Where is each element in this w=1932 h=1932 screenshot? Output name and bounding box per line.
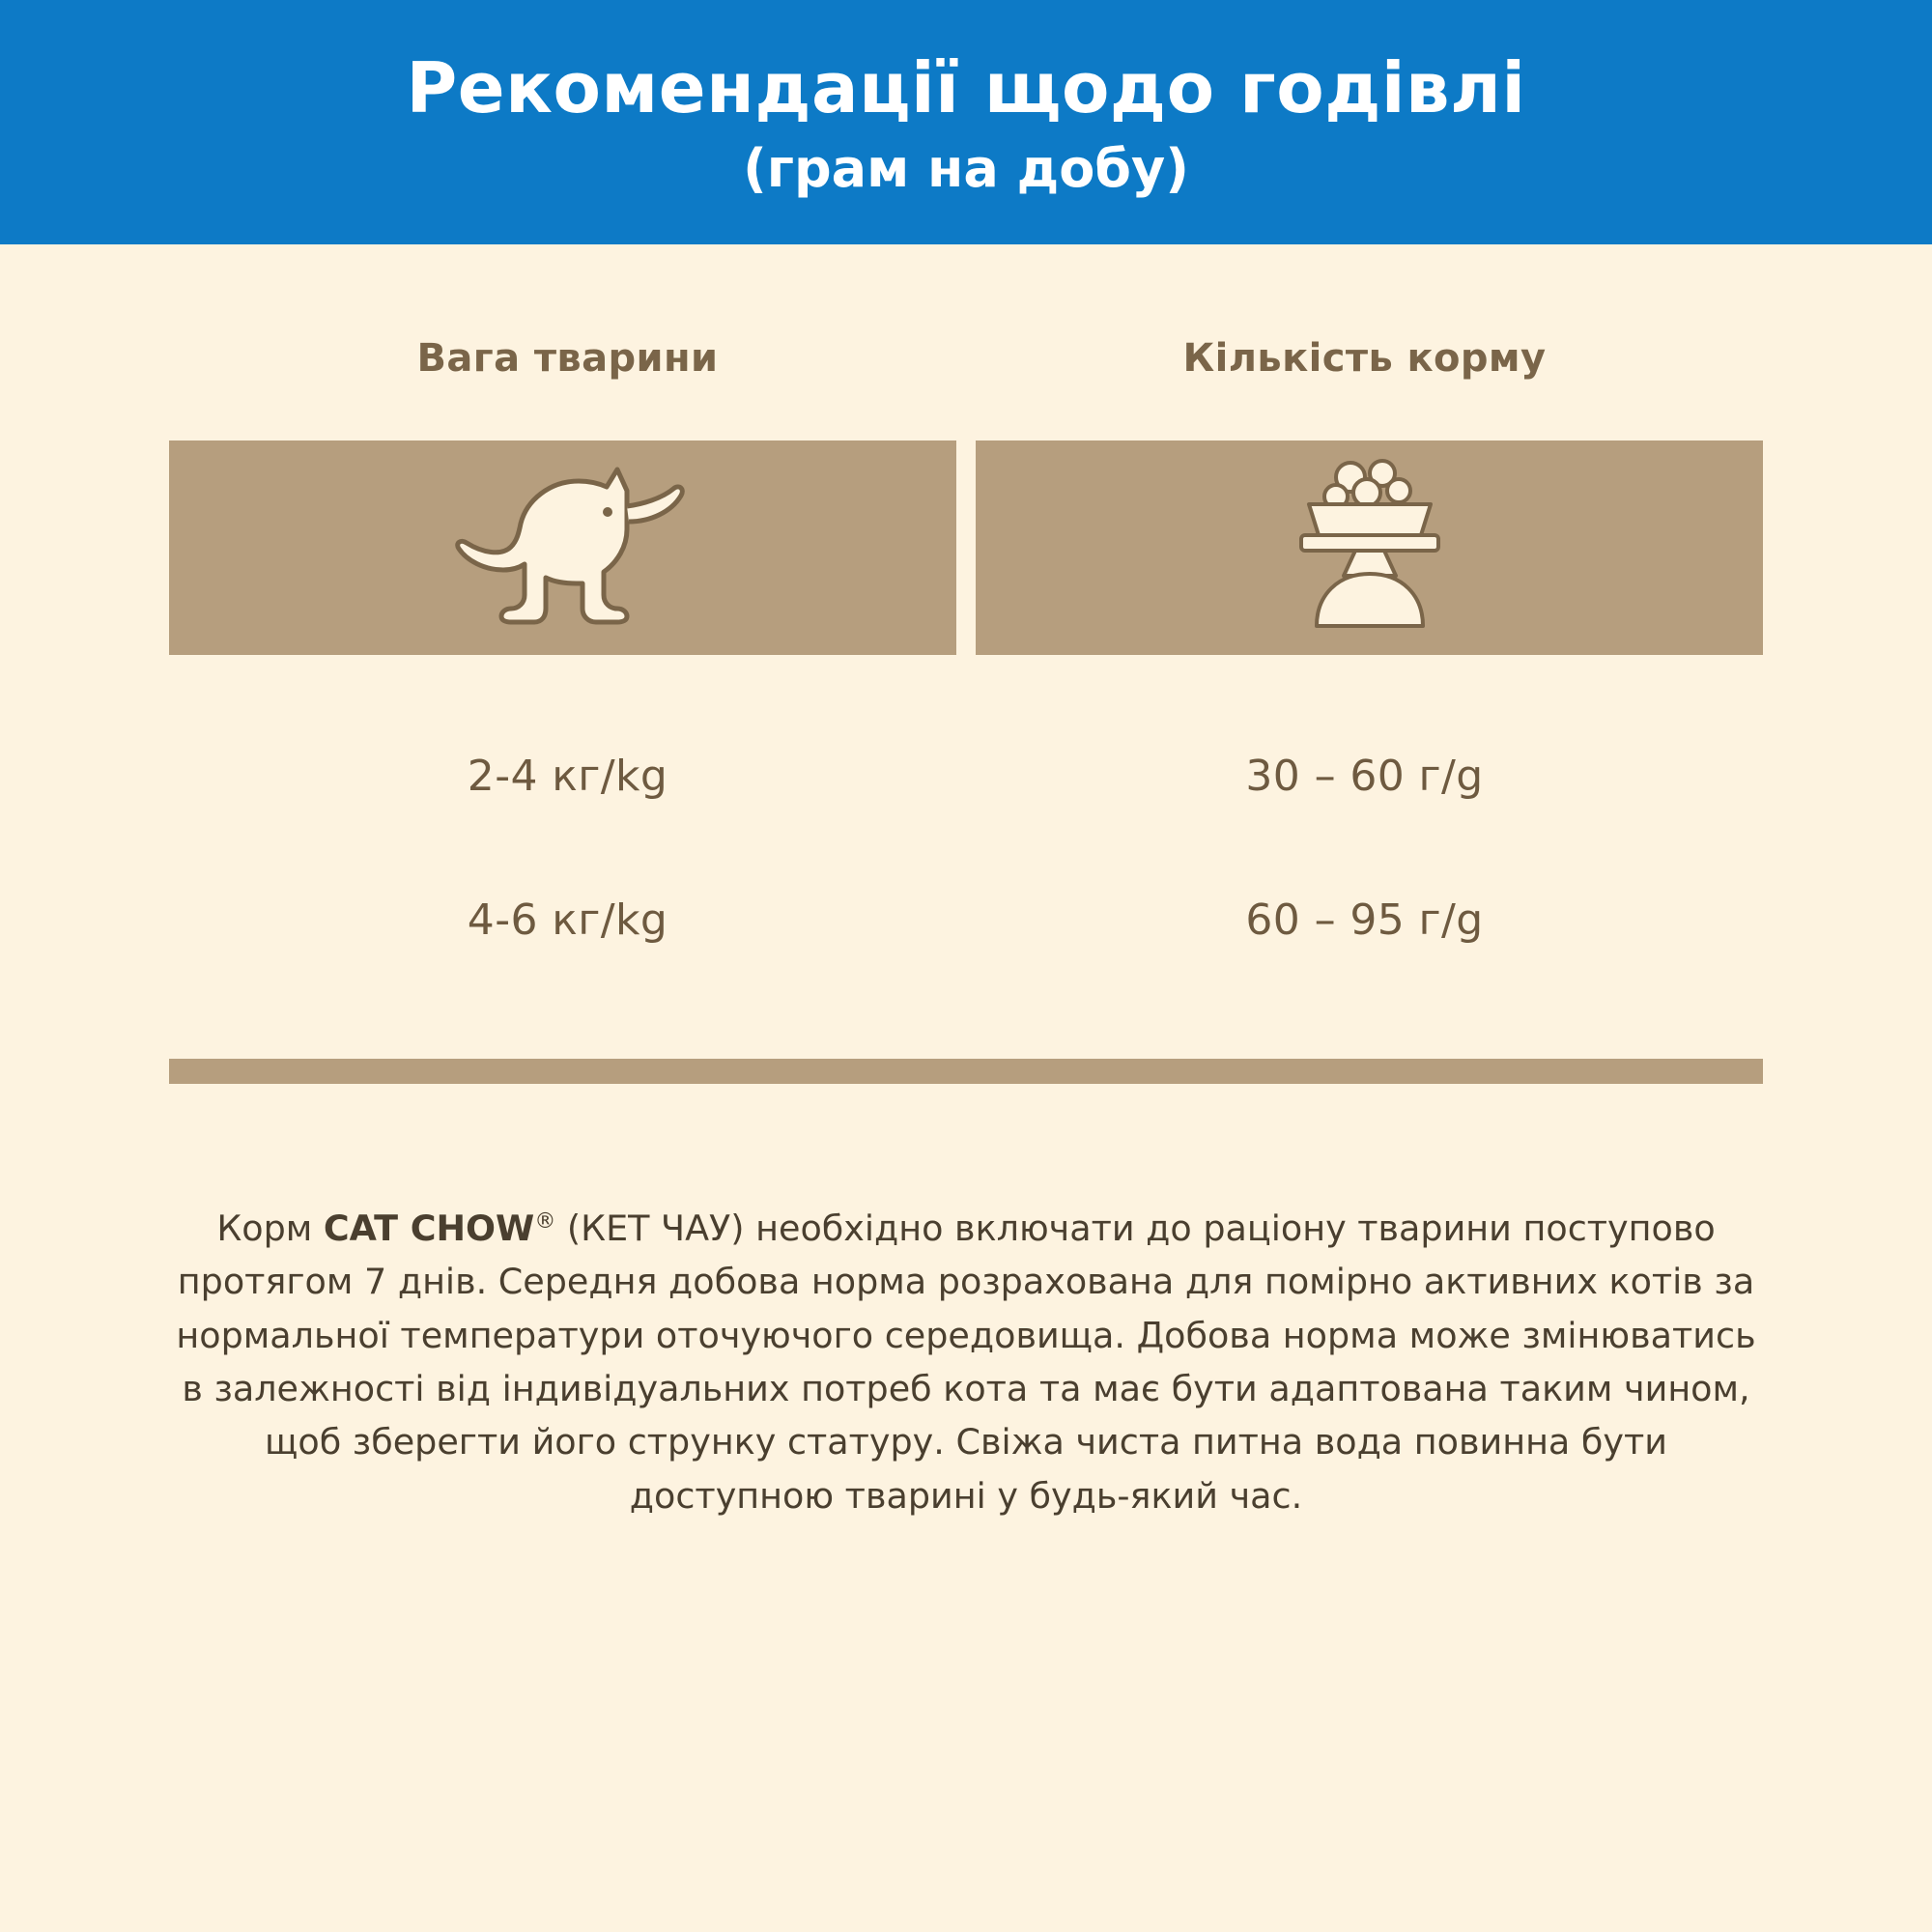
table-icon-row [169,440,1763,655]
cat-icon-cell [169,440,956,655]
column-header-weight: Вага тварини [416,335,719,381]
cell-weight-2: 4-6 кг/kg [467,895,668,945]
food-bowl-icon-cell [976,440,1763,655]
footnote-body: (КЕТ ЧАУ) необхідно включати до раціону тварини поступово протягом 7 днів. Середня добова норма розрахована для помірно активних котів за нормальної температури оточуючого середовища. Добова норма може змінюватись в залежності від індивідуальних потреб кота та має бути адаптована таким чином, щоб зберегти його струнку статуру. Свіжа чиста питна вода повинна бути доступною тварині у будь-який час. [176,1207,1756,1517]
brand-name: CAT CHOW [323,1207,535,1249]
cell-weight-1: 2-4 кг/kg [467,751,668,801]
feeding-table [0,336,1932,945]
registered-mark: ® [534,1208,556,1234]
footnote-lead: Корм [216,1207,324,1249]
table-row [169,752,1763,801]
header-banner [0,0,1932,244]
page-subtitle: (грам на добу) [743,138,1189,200]
cat-icon [438,464,689,632]
cell-amount-2: 60 – 95 г/g [1245,895,1484,945]
page-title: Рекомендації щодо годівлі [406,47,1526,128]
footnote-text [174,1202,1758,1523]
column-header-amount: Кількість корму [1182,335,1547,381]
table-row [169,895,1763,945]
table-column-headers [169,336,1763,381]
section-divider [169,1059,1763,1084]
cell-amount-1: 30 – 60 г/g [1245,751,1484,801]
food-bowl-icon [1259,454,1481,641]
